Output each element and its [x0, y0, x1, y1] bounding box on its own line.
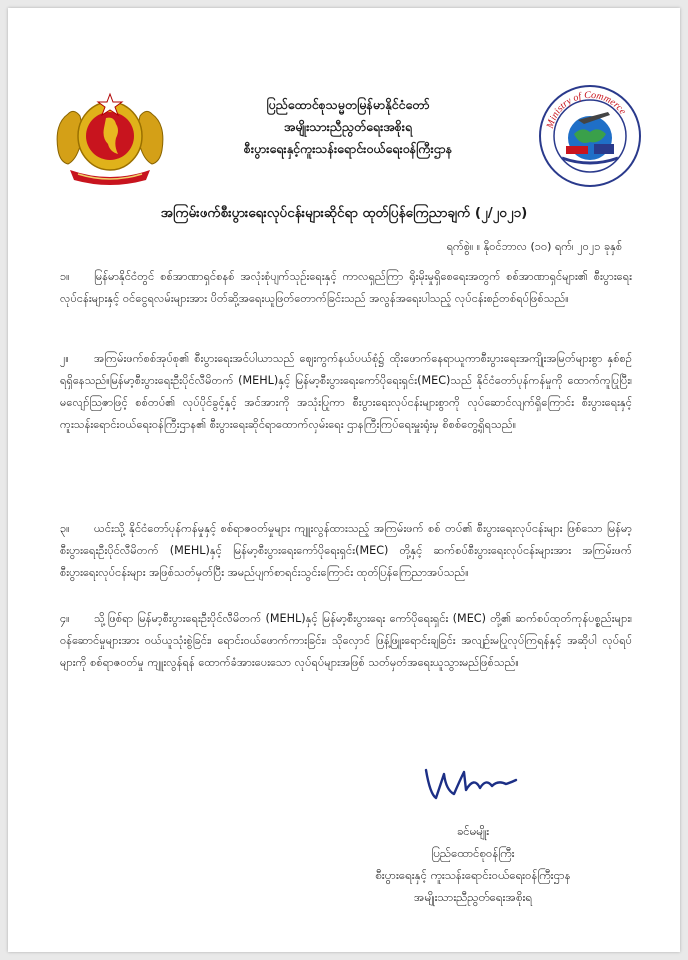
letterhead — [178, 94, 518, 160]
signer-ministry: စီးပွားရေးနှင့် ကူးသန်းရောင်းဝယ်ရေးဝန်ကြီးဌာန — [375, 868, 571, 882]
paragraph-text: ယင်းသို့ နိုင်ငံတော်ပုန်ကန်မှုနှင့် စစ်ရာဇဝတ်မှုများ ကျူးလွန်ထားသည့် အကြမ်းဖက် စစ် တပ်၏ စီးပွားရေးလုပ်ငန်းများ ဖြစ်သော မြန်မာ့စီးပွားရေးဦးပိုင်လီမိတက် (MEHL)နှင့် မြန်မာ့စီးပွားရေးကော်ပိုရေးရှင်း(MEC) တို့နှင့် ဆက်စပ်စီးပွားရေးလုပ်ငန်းများအား အကြမ်းဖက် စီးပွားရေးလုပ်ငန်းများ အဖြစ်သတ်မှတ်ပြီး အမည်ပျက်စာရင်းသွင်းကြောင်း ထုတ်ပြန်ကြေညာအပ်သည်။ — [60, 522, 632, 579]
signer-block — [308, 820, 638, 908]
paragraph-1 — [60, 266, 632, 310]
statement-title: အကြမ်းဖက်စီးပွားရေးလုပ်ငန်းများဆိုင်ရာ ထုတ်ပြန်ကြေညာချက် (၂/၂၀၂၁) — [160, 205, 528, 221]
signer-name: ခင်မမျိုး — [456, 824, 490, 838]
ministry-seal-icon — [538, 84, 642, 188]
document-page — [8, 8, 680, 952]
header-ministry: စီးပွားရေးနှင့်ကူးသန်းရောင်းဝယ်ရေးဝန်ကြီးဌာန — [243, 141, 453, 156]
paragraph-2 — [60, 348, 632, 436]
handwritten-signature — [420, 760, 520, 806]
paragraph-number: ၁။ — [60, 270, 70, 283]
signer-title: ပြည်ထောင်စုဝန်ကြီး — [431, 846, 515, 860]
paragraph-text: သို့ဖြစ်ရာ မြန်မာ့စီးပွားရေးဦးပိုင်လီမိတက် (MEHL)နှင့် မြန်မာ့စီးပွားရေး ကော်ပိုရေးရှင်း (MEC) တို့၏ ဆက်စပ်ထုတ်ကုန်ပစ္စည်းများ၊ ဝန်ဆောင်မှုများအား ဝယ်ယူသုံးစွဲခြင်း၊ ရောင်းဝယ်ဖောက်ကားခြင်း၊ သိုလှောင် ဖြန့်ဖြူးရောင်းချခြင်း အလျဉ်းမပြုလုပ်ကြရန်နှင့် အဆိုပါ လုပ်ရပ်များကို စစ်ရာဇဝတ်မှု ကျူးလွန်ရန် ထောက်ခံအားပေးသော လုပ်ရပ်များအဖြစ် သတ်မှတ်အရေးယူသွားမည်ဖြစ်သည်။ — [60, 612, 632, 669]
header-country: ပြည်ထောင်စုသမ္မတမြန်မာနိုင်ငံတော် — [266, 97, 430, 112]
state-emblem-icon — [50, 80, 170, 190]
signer-government: အမျိုးသားညီညွတ်ရေးအစိုးရ — [413, 890, 533, 904]
header-government: အမျိုးသားညီညွတ်ရေးအစိုးရ — [283, 119, 413, 134]
paragraph-3 — [60, 518, 632, 584]
paragraph-text: မြန်မာနိုင်ငံတွင် စစ်အာဏာရှင်စနစ် အလုံးစုံပျက်သုဉ်းရေးနှင့် ကာလရှည်ကြာ ရိုးမိုးမှုရှိစေရေးအတွက် စစ်အာဏာရှင်များ၏ စီးပွားရေးလုပ်ငန်းများနှင့် ဝင်ငွေရလမ်းများအား ပိတ်ဆို့အရေးယူဖြတ်တောက်ခြင်းသည် အလွန်အရေးပါသည့် လုပ်ငန်းစဉ်တစ်ရပ်ဖြစ်သည်။ — [60, 270, 632, 305]
paragraph-number: ၂။ — [60, 352, 69, 365]
paragraph-4 — [60, 608, 632, 674]
paragraph-number: ၄။ — [60, 612, 70, 625]
seal-text: Ministry of Commerce — [544, 89, 629, 130]
paragraph-text: အကြမ်းဖက်စစ်အုပ်စု၏ စီးပွားရေးအင်ပါယာသည် ဈေးကွက်နယ်ပယ်စုံ၌ ထိုးဖောက်နေရာယူကာစီးပွားရေးအကျိုးအမြတ်များစွာ နှစ်စဉ်ရရှိနေသည်။မြန်မာ့စီးပွားရေးဦးပိုင်လီမိတက် (MEHL)နှင့် မြန်မာ့စီးပွားရေးကော်ပိုရေးရှင်း(MEC)သည် နိုင်ငံတော်ပုန်ကန်မှုကို ထောက်ကူပြုပြီး၊ မလျော်သြဇာဖြင့် စစ်တပ်၏ လုပ်ပိုင်ခွင့်နှင့် အင်အားကို အသုံးပြုကာ စီးပွားရေးလုပ်ငန်းများစွာကို လုပ်ဆောင်လျက်ရှိကြောင်း စီးပွားရေးနှင့်ကူးသန်းရောင်းဝယ်ရေးဝန်ကြီးဌာန၏ စီးပွားရေးဆိုင်ရာထောက်လှမ်းရေး ဌာနကြီးကြပ်ရေးမှူးရုံးမှ စိစစ်တွေ့ရှိရသည်။ — [60, 352, 632, 431]
statement-date: ရက်စွဲ။ ။ နိုဝင်ဘာလ (၁၀) ရက်၊ ၂၀၂၁ ခုနှစ် — [446, 240, 622, 253]
paragraph-number: ၃။ — [60, 522, 70, 535]
